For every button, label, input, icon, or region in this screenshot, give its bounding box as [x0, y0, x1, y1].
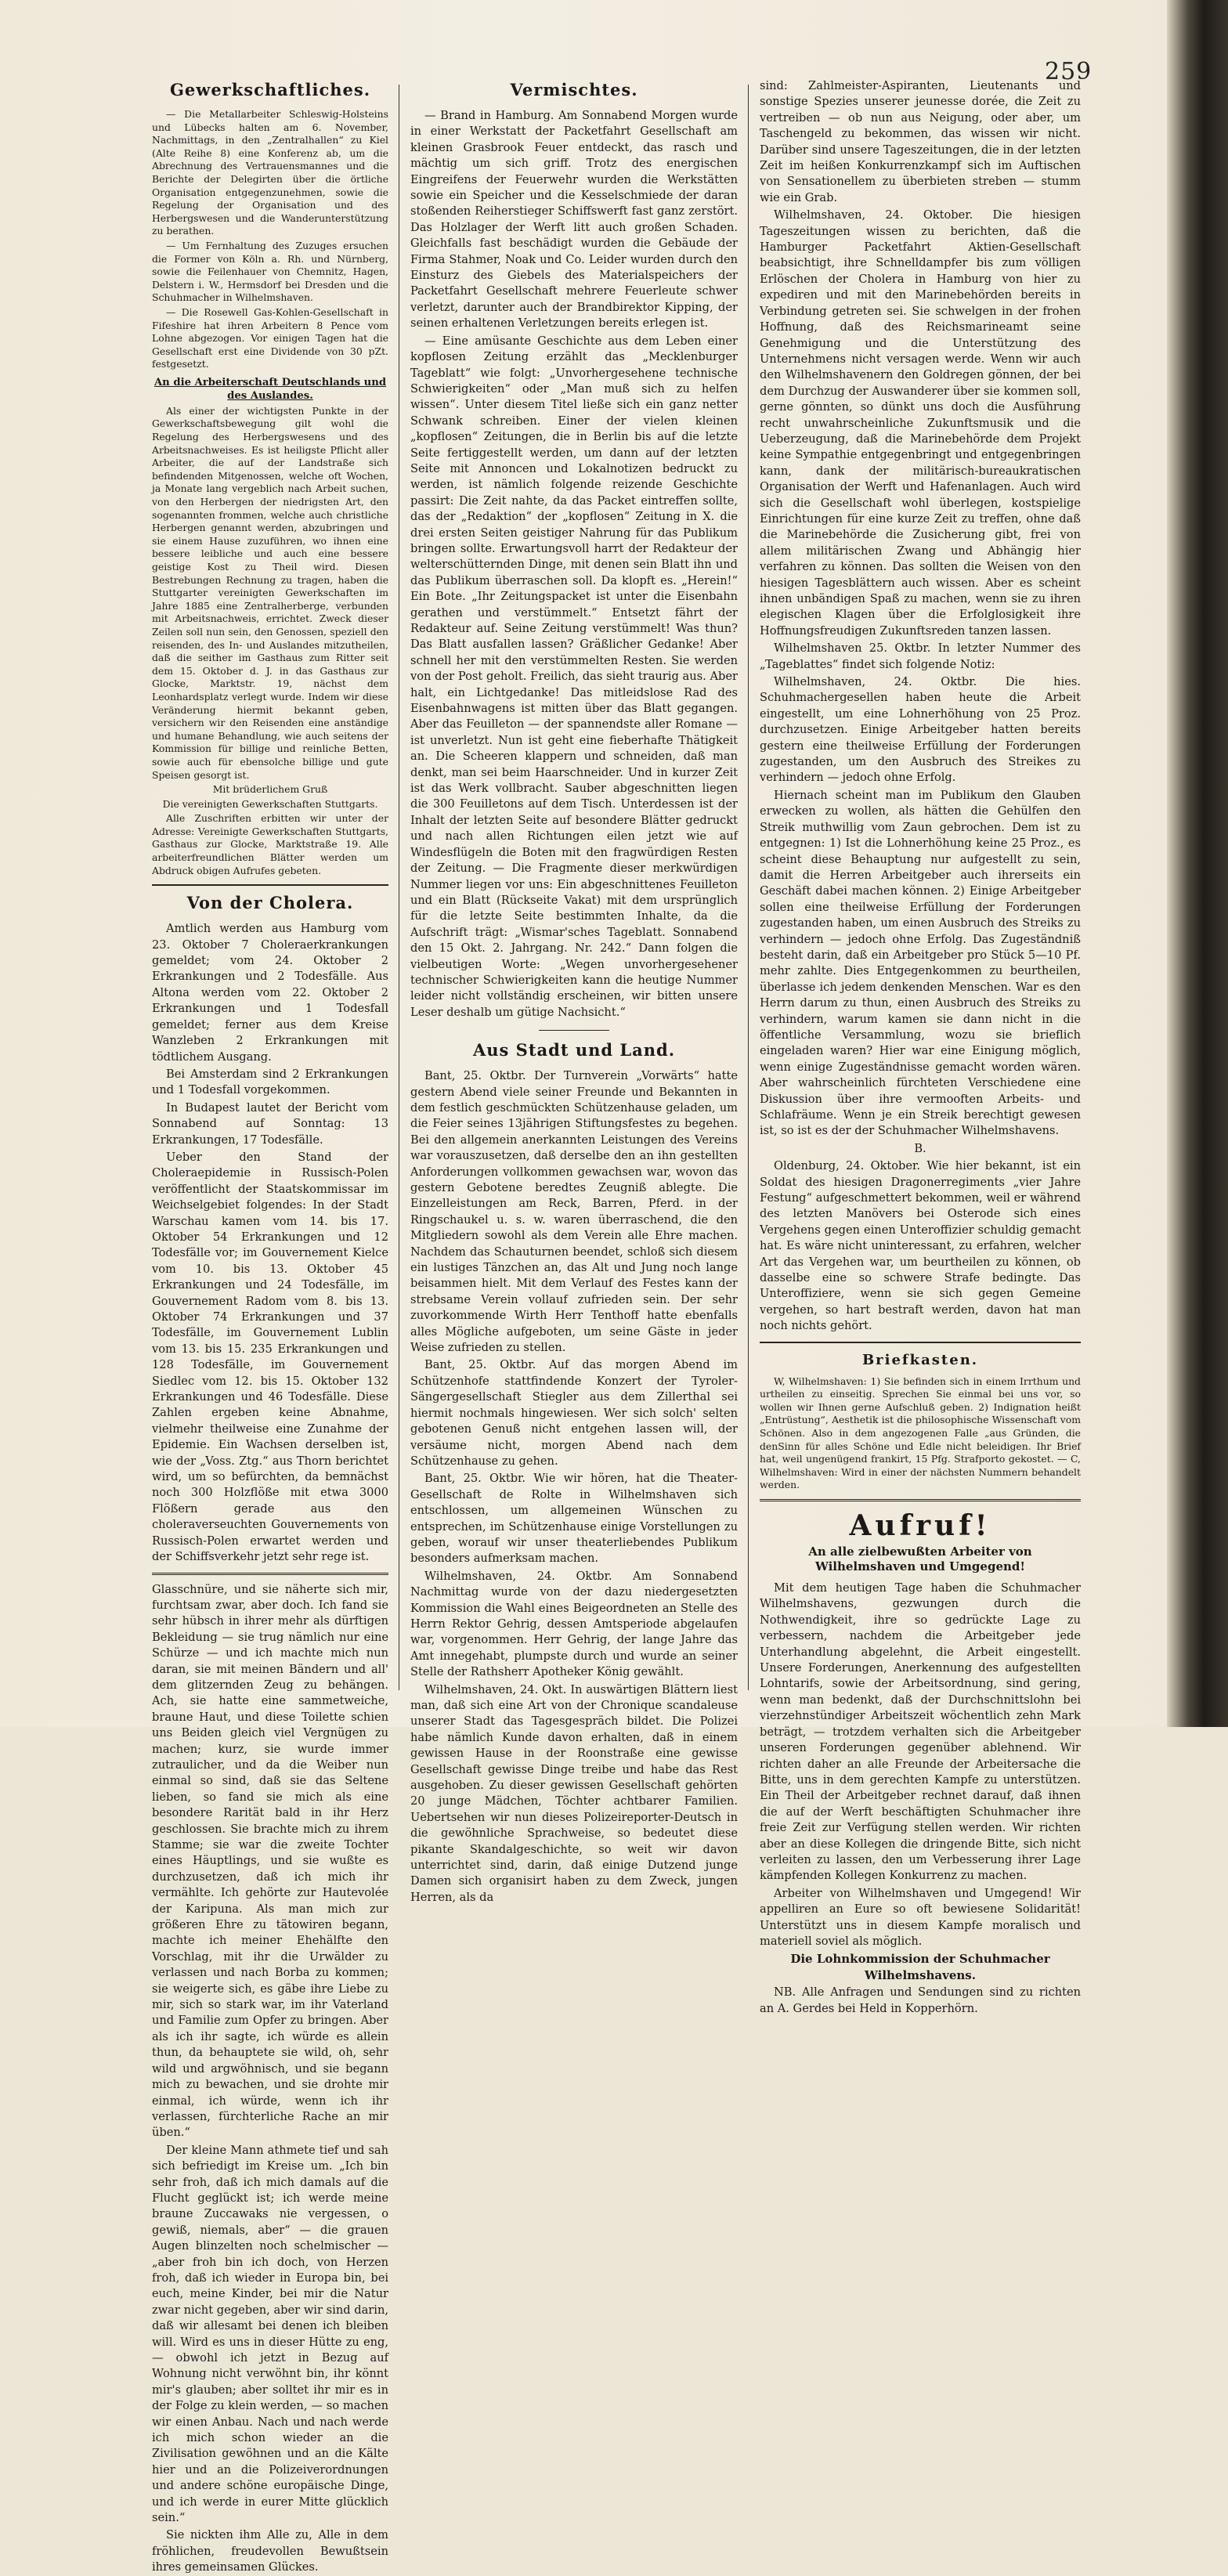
page-number: 259: [1045, 58, 1093, 85]
article-paragraph: — Die Metallarbeiter Schleswig-Holsteins und Lübecks halten am 6. November, Nachmittags, in den „Zentralhallen“ zu Kiel (Alte Reihe 8) eine Konferenz ab, um die Abrechnung des Vertrauensmannes und die Berichte der Delegirten über die örtliche Organisation entgegenzunehmen, sowie die Regelung der Organisation und des Herbergswesen und die Wanderunterstützung zu berathen.: [152, 108, 388, 237]
article-paragraph: sind: Zahlmeister-Aspiranten, Lieutenants und sonstige Spezies unserer jeunesse dorée, die Zeit zu vertreiben — ob nun aus Neigung, oder aber, um Taschengeld zu bekommen, das wissen wir nicht. Darüber sind unsere Tageszeitungen, die in der letzten Zeit im heißen Konkurrenzkampf sich im Auftischen von Sensationellem zu überbieten streben — stumm wie ein Grab.: [760, 79, 1081, 204]
quoted-notice: Wilhelmshaven, 24. Oktbr. Die hies. Schuhmachergesellen haben heute die Arbeit eingestellt, um eine Lohnerhöhung von 25 Proz. durchzusetzen. Einige Arbeitgeber hatten bereits gestern eine theilweise Erfüllung der Forderungen zugestanden, um den Ausbruch des Streikes zu verhindern — jedoch ohne Erfolg.: [760, 675, 1081, 785]
section-vermischtes: [410, 80, 738, 1021]
section-gewerkschaftliches: [152, 80, 388, 877]
section-subtitle: An alle zielbewußten Arbeiter von Wilhelmshaven und Umgegend!: [808, 1545, 1032, 1574]
article-paragraph: Wilhelmshaven, 24. Oktbr. Am Sonnabend Nachmittag wurde von der dazu niedergesetzten Kommission die Wahl eines Beigeordneten an Stelle des Herrn Rektor Gehrig, dessen Amtsperiode abgelaufen war, vorgenommen. Herr Gehrig, der lange Jahre das Amt innegehabt, plumpste durch und wurde an seiner Stelle der Rathsherr Apotheker König gewählt.: [410, 1569, 738, 1679]
signature: Die vereinigten Gewerkschaften Stuttgarts.: [162, 797, 378, 810]
article-paragraph: — Brand in Hamburg. Am Sonnabend Morgen wurde in einer Werkstatt der Packetfahrt Gesellschaft am kleinen Grasbrook Feuer entdeckt, das rasch und mächtig um sich griff. Trotz des energischen Eingreifens der Feuerwehr wurden die Werkstätten sowie ein Speicher und die Kesselschmiede der daran stoßenden Reiherstieger Schiffswerft fast ganz zerstört. Das Holzlager der Werft litt auch großen Schaden. Gleichfalls fast beschädigt wurden die Gebäude der Firma Stahmer, Noak und Co. Leider wurden durch den Einsturz des Giebels des Materialspeichers der Packetfahrt Gesellschaft mehrere Feuerleute schwer verletzt, darunter auch der Brandbirektor Kipping, der seinen erhaltenen Verletzungen bereits erlegen ist.: [410, 109, 738, 331]
section-title: Briefkasten.: [861, 1351, 979, 1368]
section-local-news-continued: [760, 78, 1081, 1335]
column-left: [144, 78, 396, 2574]
article-paragraph: Bant, 25. Oktbr. Wie wir hören, hat die Theater-Gesellschaft de Rolte in Wilhelmshaven sich entschlossen, um allgemeinen Wünschen zu entsprechen, im Schützenhause einige Vorstellungen zu geben, worauf wir unser theaterliebendes Publikum besonders aufmerksam machen.: [410, 1472, 738, 1566]
section-aufruf: [760, 1508, 1081, 2017]
article-paragraph: — Eine amüsante Geschichte aus dem Leben einer kopflosen Zeitung erzählt das „Mecklenburger Tageblatt“ wie folgt: „Unvorhergesehene technische Schwierigkeiten“ oder „Man muß sich zu helfen wissen“. Unter diesem Titel ließe sich ein ganz netter Schwank schreiben. Einer der vielen kleinen „kopflosen“ Zeitungen, die in Berlin bis auf die letzte Seite fertiggestellt werden, um dann auf der letzten Seite mit Annoncen und Lokalnotizen bedruckt zu werden, ist nämlich folgende reizende Geschichte passirt: Die Zeit nahte, da das Packet eintreffen sollte, das der „Redaktion“ der „kopflosen“ Zeitung in X. die drei ersten Seiten geistiger Nahrung für das Publikum bringen sollte. Erwartungsvoll harrt der Redakteur der welterschütternden Dinge, mit denen sein Blatt ihn und das Publikum überraschen soll. Da klopft es. „Herein!“ Ein Bote. „Ihr Zeitungspacket ist unter die Eisenbahn gerathen und verstümmelt.“ Entsetzt fährt der Redakteur auf. Seine Zeitung verstümmelt! Was thun? Das Blatt ausfallen lassen? Gräßlicher Gedanke! Aber schnell her mit den verstümmelten Resten. Sie werden von der Post geholt. Freilich, das sieht traurig aus. Aber halt, ein Lichtgedanke! Das mitleidslose Rad des Eisenbahnwagens ist mitten über das Blatt gegangen. Aber das Feuilleton — der spannendste aller Romane — ist unverletzt. Nun ist geht eine fieberhafte Thätigkeit an. Die Scheeren klappern und schneiden, daß man denkt, man sei beim Haarschneider. Und in kurzer Zeit ist das Werk vollbracht. Sauber abgeschnitten liegen die 300 Feuilletons auf dem Tisch. Unterdessen ist der Inhalt der letzten Seite auf besondere Blätter gedruckt und nach allen Richtungen eilen jetzt wie auf Windesflügeln die Boten mit den fragwürdigen Resten der Zeitung. — Die Fragmente dieser merkwürdigen Nummer liegen vor uns: Ein abgeschnittenes Feuilleton und ein Blatt (Rückseite Vakat) mit dem ursprünglich für die letzte Seite bestimmten Inhalte, da die Aufschrift trägt: „Wismar'sches Tageblatt. Sonnabend den 15 Okt. 2. Jahrgang. Nr. 242.“ Dann folgen die vielbeutigen Worte: „Wegen unvorhergesehener technischer Schwierigkeiten kann die heutige Nummer leider nicht vollständig erscheinen, wir bitten unsere Leser deshalb um gütige Nachsicht.“: [410, 334, 738, 1019]
section-feuilleton: [152, 1582, 388, 2576]
article-paragraph: Alle Zuschriften erbitten wir unter der Adresse: Vereinigte Gewerkschaften Stuttgarts, Gasthaus zur Glocke, Marktstraße 19. Alle arbeiterfreundlichen Blätter werden um Abdruck obigen Aufrufes gebeten.: [152, 812, 388, 876]
column-right: [752, 78, 1089, 2015]
signature: Die Lohnkommission der Schuhmacher Wilhelmshavens.: [790, 1952, 1050, 1982]
greeting: Mit brüderlichem Gruß: [212, 783, 328, 796]
section-aus-stadt-und-land: [410, 1040, 738, 1906]
author-initial: B.: [914, 1141, 926, 1155]
article-paragraph: Oldenburg, 24. Oktober. Wie hier bekannt, ist ein Soldat des hiesigen Dragonerregiments „vier Jahre Festung“ aufgeschmettert bekommen, weil er während des letzten Manövers bei Osterode sich eines Vergehens gegen einen Unteroffizier schuldig gemacht hat. Es wäre nicht uninteressant, zu erfahren, welcher Art das Vergehen war, um beurtheilen zu können, ob dasselbe eine so schwere Strafe bedingte. Das Unteroffiziere, wenn sie sich gegen Gemeine vergehen, so hart bestraft werden, davon hat man noch nichts gehört.: [760, 1159, 1081, 1333]
section-divider: [760, 1342, 1081, 1343]
section-title: Vermischtes.: [510, 80, 638, 99]
story-paragraph: Glasschnüre, und sie näherte sich mir, furchtsam zwar, aber doch. Ich fand sie sehr hübsch in ihrer mehr als dürftigen Bekleidung — sie trug nämlich nur eine Schürze — und ich machte mich nun daran, sie mit meinen Bändern und all' dem glitzernden Zeug zu behängen. Ach, sie hatte eine sammetweiche, braune Haut, und diese Toilette schien uns Beiden gleich viel Vergnügen zu machen; kurz, sie wurde immer zutraulicher, und da die Weiber nun einmal so sind, daß sie das Seltene lieben, so fand sie mich als eine besondere Rarität bald in ihr Herz geschlossen. Sie brachte mich zu ihrem Stamme; sie war die zweite Tochter eines Häuptlings, und sie wußte es durchzusetzen, daß ich mich ihr vermählte. Ich gehörte zur Hautevolée der Karipuna. Als man mich zur größeren Ehre zu tätowiren begann, machte ich meiner Ehehälfte den Vorschlag, mit ihr die Urwälder zu verlassen und nach Borba zu kommen; sie weigerte sich, es gäbe ihre Liebe zu mir, sich so stark war, im ihr Vaterland und Familie zum Opfer zu bringen. Aber als ich ihr sagte, ich würde es allein thun, da behauptete sie wild, oh, sehr wild und argwöhnisch, und sie begann mich zu bewachen, und sie drohte mir einmal, ich würde, wenn ich ihr verlassen, fürchterliche Rache an mir üben.“: [152, 1582, 388, 2140]
section-divider: [152, 884, 388, 886]
article-subtitle: An die Arbeiterschaft Deutschlands und des Auslandes.: [154, 376, 387, 402]
article-paragraph: Wilhelmshaven, 24. Okt. In auswärtigen Blättern liest man, daß sich eine Art von der Chronique scandaleuse unserer Stadt das Tagesgespräch bildet. Die Polizei habe nämlich Kunde davon erhalten, daß in einem gewissen Hause in der Roonstraße eine gewisse Gesellschaft gewisse Dinge treibe und habe das Rest ausgehoben. Zu dieser gewissen Gesellschaft gehörten 20 junge Mädchen, Töchter achtbarer Familien. Uebertsehen wir nun dieses Polizeireporter-Deutsch in die gewöhnliche Sprachweise, so bedeutet diese pikante Skandalgeschichte, so weit wir davon unterrichtet sind, darin, daß einige Dutzend junge Damen sich organisirt haben zu dem Zweck, jungen Herren, als da: [410, 1682, 738, 1904]
article-paragraph: Arbeiter von Wilhelmshaven und Umgegend! Wir appelliren an Eure so oft bewiesene Solidarität! Unterstützt uns in diesem Kampfe moralisch und materiell soviel als möglich.: [760, 1886, 1081, 1948]
section-cholera: [152, 893, 388, 1565]
article-paragraph: Bant, 25. Oktbr. Der Turnverein „Vorwärts“ hatte gestern Abend viele seiner Freunde und Bekannten in dem festlich geschmückten Schützenhause geladen, um die Feier seines 13jährigen Stiftungsfestes zu begehen. Bei den allgemein anerkannten Leistungen des Vereins war vorauszusetzen, daß derselbe den an ihn gestellten Anforderungen vollkommen gewachsen war, wovon das gestern Gebotene beredtes Zeugniß ablegte. Die Einzelleistungen am Reck, Barren, Pferd. in der Ringschaukel u. s. w. waren überraschend, die den Mitgliedern sowohl als dem Verein alle Ehre machen. Nachdem das Schauturnen beendet, schloß sich diesem ein lustiges Tänzchen an, das Alt und Jung noch lange beisammen hielt. Mit dem Verlauf des Festes kann der strebsame Verein vollauf zufrieden sein. Der sehr zuvorkommende Wirth Herr Tenthoff hatte ebenfalls alles Mögliche aufgeboten, um seine Gäste in jeder Weise zufrieden zu stellen.: [410, 1069, 738, 1355]
article-paragraph: Bei Amsterdam sind 2 Erkrankungen und 1 Todesfall vorgekommen.: [152, 1067, 388, 1097]
article-paragraph: W, Wilhelmshaven: 1) Sie befinden sich in einem Irrthum und urtheilen zu einseitig. Sprechen Sie einmal bei uns vor, so wollen wir Ihnen gerne Aufschluß geben. 2) Indignation heißt „Entrüstung“, Aesthetik ist die philosophische Wissenschaft vom Schönen. Also in dem angezogenen Falle „aus Gründen, die denSinn für alles Schöne und Edle nicht beleidigen. Ihr Brief hat, weil ungenügend frankirt, 15 Pfg. Strafporto gekostet. — C, Wilhelmshaven: Wird in einer der nächsten Nummern behandelt werden.: [760, 1375, 1081, 1491]
article-paragraph: Amtlich werden aus Hamburg vom 23. Oktober 7 Choleraerkrankungen gemeldet; vom 24. Oktober 2 Erkrankungen und 2 Todesfälle. Aus Altona werden vom 22. Oktober 2 Erkrankungen und 1 Todesfall gemeldet; ferner aus dem Kreise Wanzleben 2 Erkrankungen mit tödtlichem Ausgang.: [152, 922, 388, 1064]
notabene: NB. Alle Anfragen und Sendungen sind zu richten an A. Gerdes bei Held in Kopperhörn.: [760, 1985, 1081, 2015]
column-middle: [403, 78, 746, 1904]
article-paragraph: Wilhelmshaven 25. Oktbr. In letzter Nummer des „Tageblattes“ findet sich folgende Notiz:: [760, 641, 1081, 671]
story-paragraph: Der kleine Mann athmete tief und sah sich befriedigt im Kreise um. „Ich bin sehr froh, daß ich mich damals auf die Flucht geglückt ist; ich werde meine braune Zuccawaks nie vergessen, o gewiß, niemals, aber“ — die grauen Augen blinzelten noch schelmischer — „aber froh bin ich doch, von Herzen froh, daß ich wieder in Europa bin, bei euch, meine Kinder, bei mir die Natur zwar nicht gegeben, aber wir sind darin, daß wir allesamt bei denen ich bleiben will. Wird es uns in dieser Hütte zu eng, — obwohl ich jetzt in Bezug auf Wohnung nicht verwöhnt bin, ihr könnt mir's glauben; aber solltet ihr mir es in der Folge zu klein werden, — so machen wir einen Anbau. Nach und nach werde ich mich schon wieder an die Zivilisation gewöhnen und an die Kälte hier und an die Polizeiverordnungen und andere schöne europäische Dinge, und ich werde in eurer Mitte glücklich sein.“: [152, 2143, 388, 2525]
article-paragraph: Hiernach scheint man im Publikum den Glauben erwecken zu wollen, als hätten die Gehülfen den Streik muthwillig vom Zaun gebrochen. Dem ist zu entgegnen: 1) Ist die Lohnerhöhung keine 25 Proz., es scheint diese Behauptung nur aufgestellt zu sein, damit die Herren Arbeitgeber auch ihrerseits ein Geschäft dabei machen können. 2) Einige Arbeitgeber sollen eine theilweise Erfüllung der Forderungen zugestanden haben, um einen Ausbruch des Streiks zu verhindern — jedoch ohne Erfolg. Das Zugeständniß besteht darin, daß ein Arbeitgeber pro Stück 5—10 Pf. mehr zahlte. Dies Entgegenkommen zu beurtheilen, überlasse ich jedem denkenden Menschen. War es den Herrn darum zu thun, einen Ausbruch des Streiks zu verhindern, warum kamen sie dann nicht in die öffentliche Versammlung, wozu sie brieflich eingeladen waren? Hier war eine Einigung möglich, wenn einige Zugeständnisse gemacht worden wären. Aber wahrscheinlich fürchteten Verschiedene eine Diskussion über ihre vermooften Arbeits- und Schlafräume. Wenn je ein Streik berechtigt gewesen ist, so ist es der der Schuhmacher Wilhelmshavens.: [760, 788, 1081, 1138]
article-paragraph: Mit dem heutigen Tage haben die Schuhmacher Wilhelmshavens, gezwungen durch die Nothwendigkeit, ihre so gedrückte Lage zu verbessern, nachdem die Arbeitgeber jede Unterhandlung abgelehnt, die Arbeit eingestellt. Unsere Forderungen, Anerkennung des aufgestellten Lohntarifs, sowie der Arbeitsordnung, sind gering, wenn man bedenkt, daß der Durchschnittslohn bei vierzehnstündiger Arbeitszeit wöchentlich zehn Mark beträgt, — trotzdem verhalten sich die Arbeitgeber unseren Forderungen gegenüber ablehnend. Wir richten daher an alle Freunde der Arbeitersache die Bitte, uns in dem gerechten Kampfe zu unterstützen. Ein Theil der Arbeitgeber rechnet darauf, daß ihnen die auf der Werft beschäftigten Schuhmacher ihre freie Zeit zur Verfügung stellen werden. Wir richten aber an diese Kollegen die dringende Bitte, sich nicht verleiten zu lassen, den um Verbesserung ihrer Lage kämpfenden Kollegen Konkurrenz zu machen.: [760, 1581, 1081, 1883]
story-paragraph: Sie nickten ihm Alle zu, Alle in dem fröhlichen, freudevollen Bewußtsein ihres gemeinsamen Glückes.: [152, 2528, 388, 2574]
feuilleton-divider: [152, 1573, 388, 1575]
section-title: Von der Cholera.: [186, 893, 354, 913]
article-paragraph: Bant, 25. Oktbr. Auf das morgen Abend im Schützenhofe stattfindende Konzert der Tyroler-Sängergesellschaft Stiegler aus dem Zillerthal sei hiermit nochmals hingewiesen. Wer sich solch' selten gebotenen Genuß nicht entgehen lassen will, der versäume nicht, morgen Abend nach dem Schützenhause zu gehen.: [410, 1358, 738, 1468]
section-divider: [539, 1030, 609, 1031]
article-paragraph: — Um Fernhaltung des Zuzuges ersuchen die Former von Köln a. Rh. und Nürnberg, sowie die Feilenhauer von Chemnitz, Hagen, Delstern i. W., Hermsdorf bei Dresden und die Schuhmacher in Wilhelmshaven.: [152, 239, 388, 304]
article-paragraph: In Budapest lautet der Bericht vom Sonnabend auf Sonntag: 13 Erkrankungen, 17 Todesfälle.: [152, 1100, 388, 1147]
section-briefkasten: [760, 1350, 1081, 1492]
book-binding: [1167, 0, 1228, 1727]
section-title: Aufruf!: [849, 1509, 991, 1543]
article-paragraph: Wilhelmshaven, 24. Oktober. Die hiesigen Tageszeitungen wissen zu berichten, daß die Hamburger Packetfahrt Aktien-Gesellschaft beabsichtigt, ihre Schnelldampfer bis zum völligen Erlöschen der Cholera in Hamburg von hier zu expediren und mit den Marinebehörden bereits in Verbindung getreten sei. Sie schwelgen in der frohen Hoffnung, daß des Reichsmarineamt seine Genehmigung und die Unterstützung des Unternehmens nicht versagen werde. Wenn wir auch den Wilhelmshavenern den Goldregen gönnen, der bei dem Durchzug der Auswanderer über sie kommen soll, gerne gönnten, so dünkt uns doch die Ausführung recht unwahrscheinliche Zukunftsmusik und die Ueberzeugung, daß die Marinebehörde dem Projekt keine Sympathie entgegenbringt und entgegenbringen kann, dank der militärisch-bureaukratischen Organisation der Werft und Hafenanlagen. Auch wird sich die Gesellschaft wohl überlegen, kostspielige Einrichtungen für eine kurze Zeit zu treffen, ohne daß die Marinebehörde die Zusicherung gibt, frei von allem militärischen Zwang und Abhängig hier verfahren zu können. Das sollten die Weisen von den hiesigen Tagesblättern auch wissen. Aber es scheint ihnen unbändigen Spaß zu machen, wenn sie zu ihren elegischen Klagen über die Erfolglosigkeit ihre Hoffnungsfreudigen Zukunftsreden tanzen lassen.: [760, 208, 1081, 638]
section-title: Aus Stadt und Land.: [472, 1040, 676, 1060]
section-divider: [760, 1499, 1081, 1501]
article-paragraph: Ueber den Stand der Choleraepidemie in Russisch-Polen veröffentlicht der Staatskommissar im Weichselgebiet folgendes: In der Stadt Warschau kamen vom 14. bis 17. Oktober 54 Erkrankungen und 12 Todesfälle vor; im Gouvernement Kielce vom 10. bis 13. Oktober 45 Erkrankungen und 24 Todesfälle, im Gouvernement Radom vom 8. bis 13. Oktober 74 Erkrankungen und 37 Todesfälle, im Gouvernement Lublin vom 13. bis 15. 235 Erkrankungen und 128 Todesfälle, im Gouvernement Siedlec vom 12. bis 15. Oktober 132 Erkrankungen und 46 Todesfälle. Diese Zahlen ergeben keine Abnahme, vielmehr theilweise eine Zunahme der Epidemie. Ein Wachsen derselben ist, wie der „Voss. Ztg.“ aus Thorn berichtet wird, um so befürchten, da bemnächst noch 300 Holzflöße mit etwa 3000 Flößern gerade aus den choleraverseuchten Gouvernements von Russisch-Polen erwartet werden und der Schiffsverkehr jetzt sehr rege ist.: [152, 1150, 388, 1564]
column-rule-2: [748, 85, 749, 1690]
section-title: Gewerkschaftliches.: [169, 80, 371, 99]
article-paragraph: Als einer der wichtigsten Punkte in der Gewerkschaftsbewegung gilt wohl die Regelung des Herbergswesens und des Arbeitsnachweises. Es ist heiligste Pflicht aller Arbeiter, die auf der Landstraße sich befindenden Mitgenossen, welche oft Wochen, ja Monate lang vergeblich nach Arbeit suchen, von den Herbergen der niedrigsten Art, den sogenannten frommen, welche auch christliche Herbergen genannt werden, abzubringen und sie einem Hause zuzuführen, wo ihnen eine bessere leibliche und auch eine bessere geistige Kost zu Theil wird. Diesen Bestrebungen Rechnung zu tragen, haben die Stuttgarter vereinigten Gewerkschaften im Jahre 1885 eine Zentralherberge, verbunden mit Arbeitsnachweis, errichtet. Zweck dieser Zeilen soll nun sein, den Genossen, speziell den reisenden, des In- und Auslandes mitzutheilen, daß die seither im Gasthaus zum Ritter seit dem 15. Oktober d. J. in das Gasthaus zur Glocke, Marktstr. 19, nächst dem Leonhardsplatz verlegt wurde. Indem wir diese Veränderung hiermit bekannt geben, versichern wir den Reisenden eine anständige und humane Behandlung, wie auch seitens der Kommission für billige und reinliche Betten, sowie auch für ebensolche billige und gute Speisen gesorgt ist.: [152, 404, 388, 781]
article-paragraph: — Die Rosewell Gas-Kohlen-Gesellschaft in Fifeshire hat ihren Arbeitern 8 Pence vom Lohne abgezogen. Vor einigen Tagen hat die Gesellschaft erst eine Dividende von 30 pZt. festgesetzt.: [152, 305, 388, 370]
